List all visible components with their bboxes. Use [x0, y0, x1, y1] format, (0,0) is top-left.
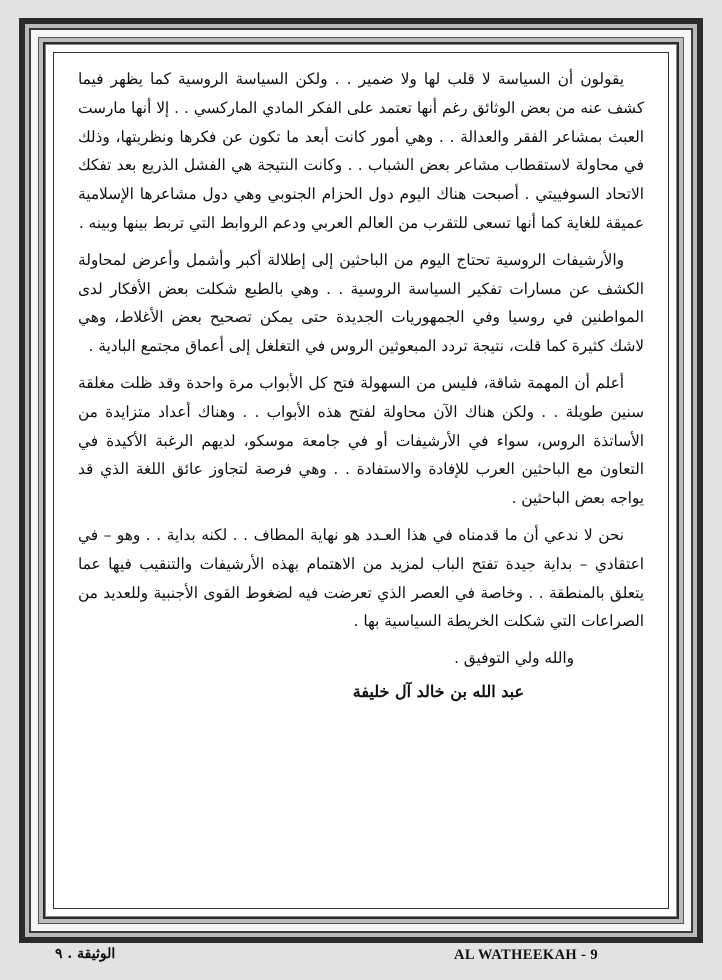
article-paragraph-4: نحن لا ندعي أن ما قدمناه في هذا العـدد هو نهاية المطاف . . لكنه بداية . . وهو – في اعتقادي – بداية جيدة تفتح الباب لمزيد من الاهتمام بهذه الأرشيفات والتنقيب فيها عما يتعلق بالمنطقة . . وخاصة في العصر الذي تعرضت فيه لضغوط القوى الأجنبية وللعديد من الصراعات التي شكلت الخريطة السياسية بها . [78, 525, 644, 631]
article-body [53, 52, 669, 909]
page-footer [0, 947, 722, 969]
article-paragraph-3: أعلم أن المهمة شاقة، فليس من السهولة فتح كل الأبواب مرة واحدة وقد ظلت مغلقة سنين طويلة . . ولكن هناك الآن محاولة لفتح هذه الأبواب . . وهناك أعداد متزايدة من الأساتذة الروس، سواء في الأرشيفات أو في جامعة موسكو، لديهم الرغبة الأكيدة في التعاون مع الباحثين العرب للإفادة والاستفادة . . وهي فرصة لتجاوز عائق اللغة الذي قد يواجه بعض الباحثين . [78, 373, 644, 508]
article-paragraph-2: والأرشيفات الروسية تحتاج اليوم من الباحثين إلى إطلالة أكبر وأشمل وأعرض لمحاولة الكشف عن مسارات تفكير السياسة الروسية . . وهي بالطبع شكلت بعض الأفكار لدى المواطنين في روسيا وفي الجمهوريات الجديدة حتى يمكن تصحيح بعض الأغلاط، وهي لاشك كثيرة كما قلت، نتيجة تردد المبعوثين الروس في التغلغل إلى أعماق مجتمع البادية . [78, 250, 644, 356]
page-frame-outer [19, 18, 703, 943]
page-frame-inner [45, 44, 677, 917]
closing-line: والله ولي التوفيق . [454, 649, 574, 668]
page-frame-black [43, 42, 679, 919]
footer-english-page-label: AL WATHEEKAH - 9 [454, 947, 599, 963]
page-frame-mid [38, 37, 684, 924]
author-signature: عبد الله بن خالد آل خليفة [352, 682, 524, 702]
footer-arabic-page-label: الوثيقة . ٩ [55, 946, 116, 962]
page-frame-white [29, 28, 693, 933]
page-frame-grey [25, 24, 697, 937]
article-paragraph-1: يقولون أن السياسة لا قلب لها ولا ضمير . . ولكن السياسة الروسية كما يظهر فيما كشف عنه من بعض الوثائق رغم أنها تعتمد على الفكر المادي الماركسي . . إلا أنها مارست العبث بمشاعر الفقر والعدالة . . وهي أمور كانت أبعد ما تكون عن فكرها ونظريتها، وذلك في محاولة لاستقطاب مشاعر بعض الشباب . . وكانت النتيجة هي الفشل الذريع بعد تفكك الاتحاد السوفييتي . أصبحت هناك اليوم دول الحزام الجنوبي وهي دول مشاعرها الإسلامية عميقة للغاية كما أنها تسعى للتقرب من العالم العربي ودعم الروابط التي تربط بينها وبينه . [78, 70, 644, 232]
